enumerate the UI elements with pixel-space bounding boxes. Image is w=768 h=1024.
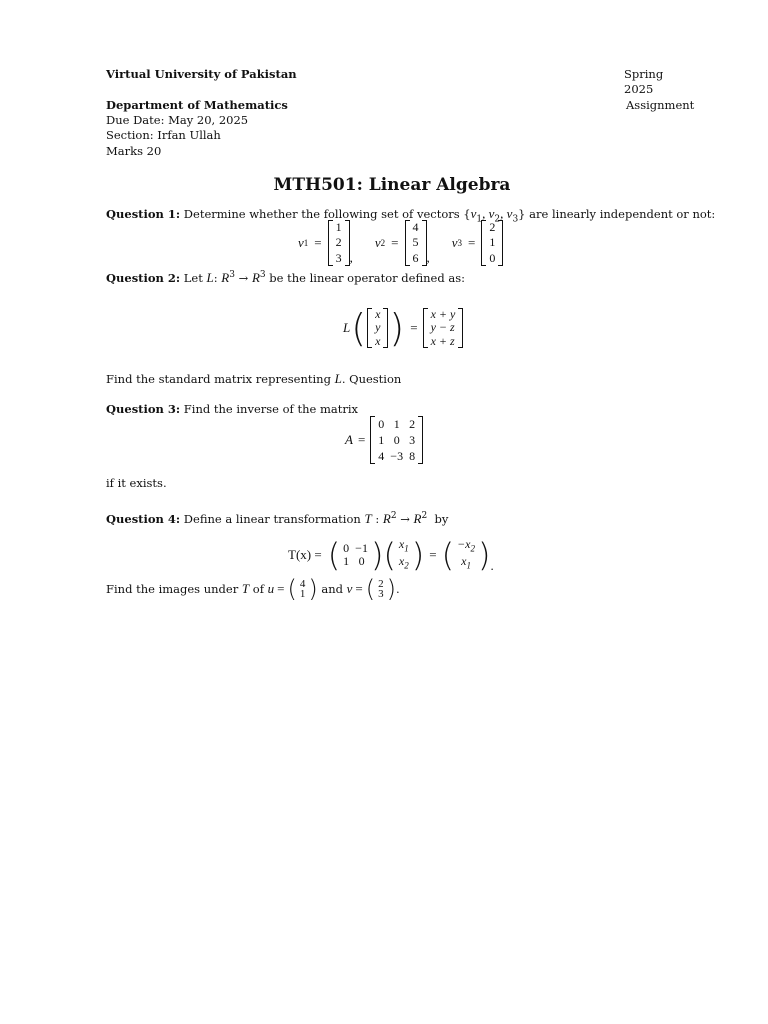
q4-in-var: x [398, 536, 405, 551]
question-1-label: Question 1: [106, 207, 181, 221]
q4-codomain: R [413, 511, 422, 526]
q1-text-a: Determine whether the following set of vectors { [183, 207, 471, 221]
vector-name: v [298, 235, 304, 250]
q4-domain: R [382, 511, 391, 526]
term-year: 2025 [624, 82, 654, 96]
section-info: Section: Irfan Ullah [106, 128, 221, 142]
q4-matrix-entry: 0 [358, 554, 365, 568]
q4-and: and [321, 582, 343, 596]
open-paren: ( [327, 536, 341, 574]
vector-v3 [481, 220, 503, 266]
q2-in-entry: x [375, 307, 381, 322]
q4-in-sub: 1 [404, 543, 409, 553]
v2-entry: 6 [412, 250, 419, 265]
v-entry: 2 [378, 578, 384, 590]
open-paren: ( [287, 575, 297, 603]
q4-u: u [267, 581, 275, 596]
q4-find-of: of [252, 582, 264, 596]
document-type: Assignment [626, 98, 695, 112]
q1-set-var: v [470, 206, 477, 221]
equals: = [391, 235, 399, 250]
q2-in-entry: x [375, 333, 381, 348]
university-name: Virtual University of Pakistan [106, 67, 297, 81]
v3-entry: 2 [489, 220, 496, 235]
q2-find-a: Find the standard matrix representing [106, 372, 331, 386]
q1-text-b: } are linearly independent or not: [518, 207, 716, 221]
q4-find [106, 575, 400, 603]
q2-find-b: . Question [341, 372, 402, 386]
q4-matrix-entry: 1 [343, 554, 350, 568]
q1-set-var: , v [500, 206, 513, 221]
q3-text: Find the inverse of the matrix [183, 402, 358, 416]
q4-text-a: Define a linear transformation [183, 512, 361, 526]
q4-out-sub: 1 [466, 560, 471, 571]
q2-colon: : [213, 271, 218, 285]
vector-name: v [451, 235, 458, 250]
equals: = [429, 547, 437, 562]
v3-entry: 1 [489, 235, 496, 250]
q1-set-sub: 2 [494, 214, 501, 225]
q4-matrix-entry: 0 [343, 541, 350, 555]
q2-domain: R [221, 270, 230, 285]
question-4-text [106, 511, 448, 527]
equals: = [468, 235, 476, 250]
q2-arrow: → [238, 271, 249, 285]
q4-find-T: T [241, 581, 250, 596]
q2-output-vector [423, 308, 464, 348]
equals: = [277, 581, 285, 596]
q4-out-sub: 2 [470, 543, 475, 553]
q2-out-entry: x + y [430, 307, 456, 322]
q1-set-sub: 1 [476, 214, 483, 225]
open-paren: ( [365, 575, 376, 603]
close-paren: ) [411, 536, 425, 574]
q4-arrow: → [400, 512, 410, 526]
vector-v1 [328, 220, 350, 266]
q1-vectors [298, 220, 503, 266]
marks-info: Marks 20 [106, 144, 162, 158]
q4-in-var: x [398, 554, 405, 568]
department-name: Department of Mathematics [106, 98, 288, 112]
equals: = [314, 235, 322, 250]
question-3-text [106, 402, 358, 416]
term-season: Spring [624, 67, 664, 81]
close-paren: ) [386, 575, 397, 603]
q4-out-var: x [461, 554, 467, 568]
question-4-label: Question 4: [106, 512, 181, 526]
q2-codomain: R [251, 270, 260, 285]
q4-domain-exp: 2 [390, 511, 397, 522]
q4-trail: . [490, 558, 494, 573]
close-paren: ) [308, 575, 318, 603]
q3-entry: 2 [409, 416, 416, 431]
due-date: Due Date: May 20, 2025 [106, 113, 249, 127]
q3-matrix-name: A [345, 432, 353, 447]
q4-v: v [346, 581, 353, 596]
vector-name: v [374, 235, 381, 250]
q1-set-var: , v [482, 206, 495, 221]
q2-out-entry: x + z [430, 333, 455, 348]
q2-text-a: Let [183, 271, 203, 285]
vector-sub: 3 [457, 238, 463, 248]
open-paren: ( [351, 306, 367, 350]
close-paren: ) [370, 536, 384, 574]
equals: = [355, 581, 363, 596]
q3-matrix-eq [345, 416, 423, 464]
u-entry: 1 [299, 588, 306, 600]
q3-entry: 0 [378, 416, 385, 431]
v1-entry: 2 [335, 235, 342, 250]
q4-lhs: T(x) = [288, 547, 322, 562]
v1-entry: 3 [335, 250, 342, 265]
close-paren: ) [478, 536, 491, 574]
q2-domain-exp: 3 [229, 270, 235, 281]
q2-operator: L [206, 270, 214, 285]
q3-entry: 3 [409, 432, 416, 447]
q4-out-var: −x [457, 536, 471, 551]
q4-matrix-entry: −1 [355, 541, 368, 555]
q2-text-b: be the linear operator defined as: [269, 271, 466, 285]
open-paren: ( [383, 536, 396, 574]
v2-entry: 5 [412, 235, 419, 250]
question-2-text [106, 270, 465, 286]
q2-in-entry: y [375, 320, 381, 335]
equals: = [410, 320, 418, 335]
close-paren: ) [389, 306, 405, 350]
q4-in-sub: 2 [404, 560, 409, 571]
v2-entry: 4 [412, 220, 419, 235]
q2-out-entry: y − z [430, 320, 455, 335]
v3-entry: 0 [489, 250, 496, 265]
vector-sub: 1 [303, 238, 309, 248]
q2-codomain-exp: 3 [259, 270, 266, 281]
q4-find-a: Find the images under [106, 582, 239, 596]
q4-by: by [434, 512, 449, 526]
q2-find-var: L [334, 371, 342, 386]
open-paren: ( [441, 536, 455, 574]
vector-sep: , [349, 250, 353, 265]
q4-colon: : [375, 512, 380, 526]
q2-op: L [343, 320, 351, 335]
q2-find [106, 371, 401, 387]
q3-matrix [370, 416, 423, 464]
q3-entry: 0 [393, 432, 400, 447]
vector-sep: , [426, 250, 430, 265]
page-title: MTH501: Linear Algebra [273, 175, 511, 195]
q3-entry: 4 [378, 448, 385, 463]
vector-v2 [405, 220, 427, 266]
q3-after: if it exists. [106, 476, 167, 490]
q4-end: . [396, 582, 400, 596]
q4-codomain-exp: 2 [421, 511, 428, 522]
q3-entry: 8 [409, 448, 416, 463]
v-entry: 3 [378, 588, 384, 600]
q3-entry: 1 [393, 416, 400, 431]
q3-entry: 1 [378, 432, 385, 447]
question-3-label: Question 3: [106, 402, 181, 416]
q1-set-sub: 3 [512, 214, 519, 225]
equals: = [357, 432, 366, 447]
q2-equation [343, 306, 463, 350]
u-entry: 4 [299, 578, 306, 590]
question-2-label: Question 2: [106, 271, 181, 285]
q4-T: T [364, 511, 372, 526]
q3-entry: −3 [390, 448, 404, 463]
q2-input-vector [367, 308, 388, 348]
q4-equation [288, 536, 494, 574]
v1-entry: 1 [335, 220, 342, 235]
vector-sub: 2 [380, 238, 386, 248]
